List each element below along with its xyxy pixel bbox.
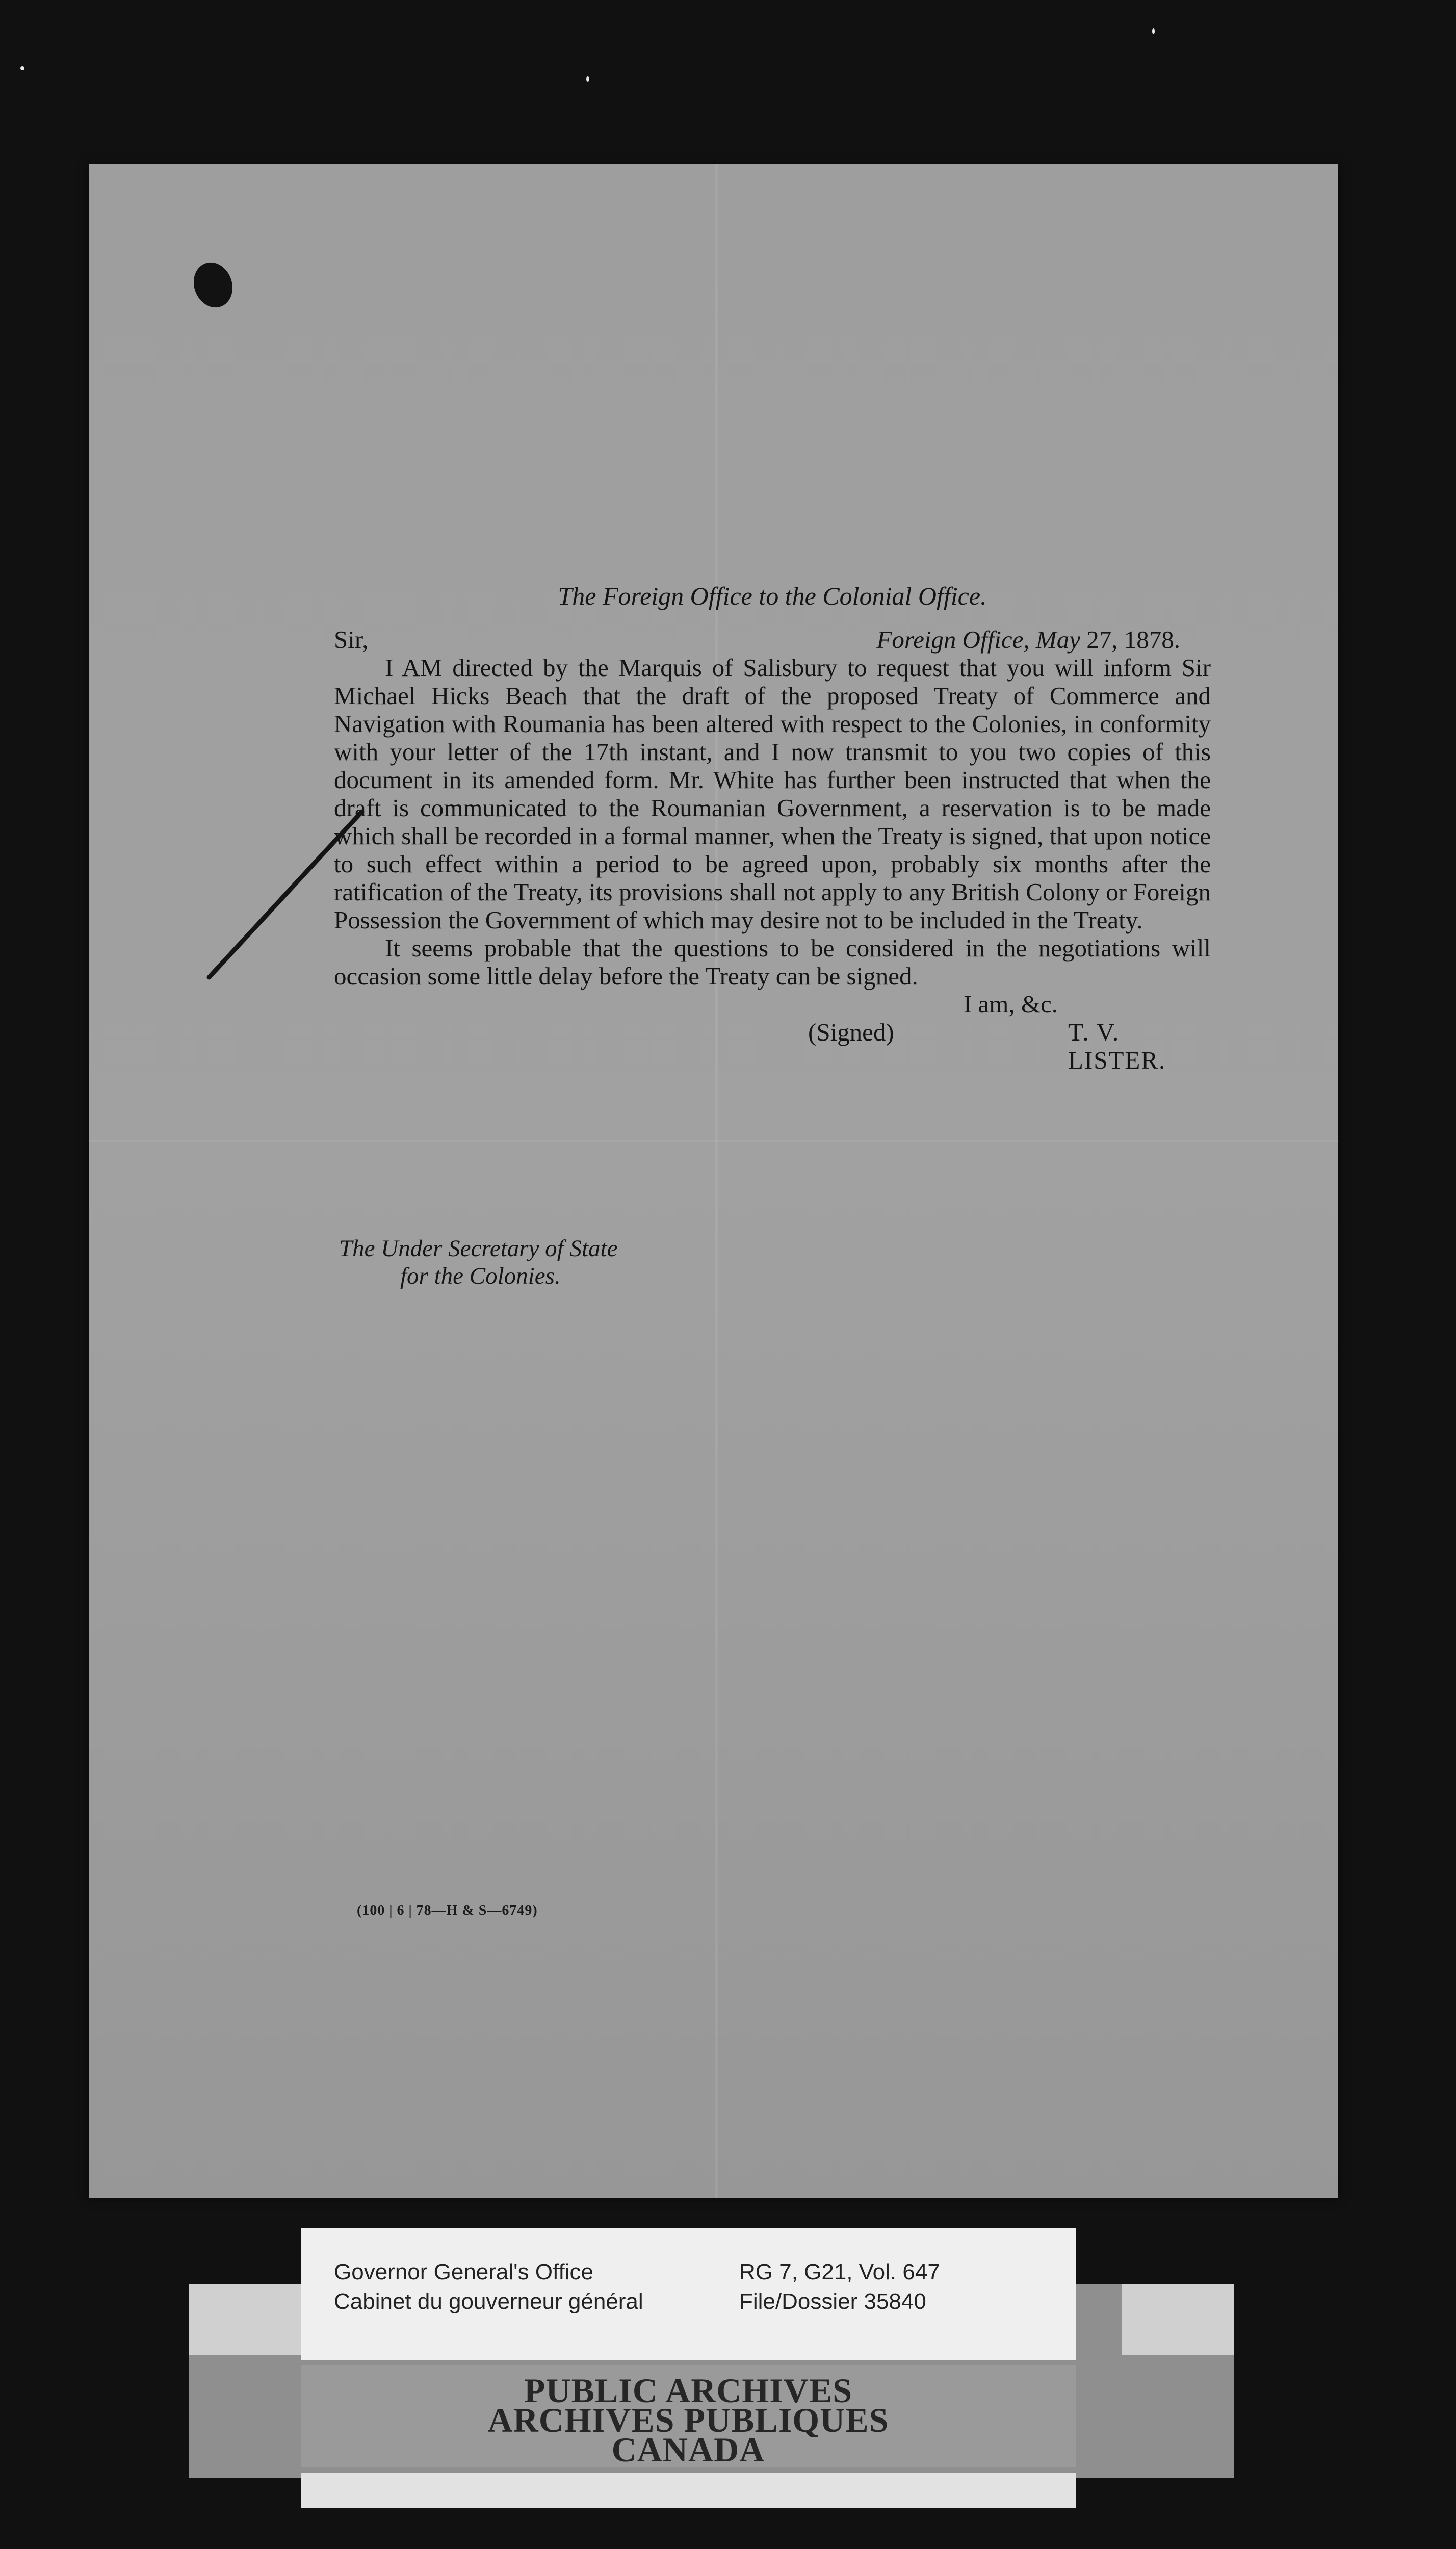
label-reference [739,2257,940,2317]
date-place: Foreign Office, [876,626,1030,654]
recipient-block [339,1235,617,1290]
background-speck [20,66,24,70]
archive-label-card [301,2228,1076,2360]
stand-tab-right [1122,2284,1234,2355]
record-group-reference: RG 7, G21, Vol. 647 [739,2259,940,2284]
vertical-fold-line [715,164,718,2198]
signature-row [334,1018,1211,1074]
horizontal-fold-line [89,1140,1338,1142]
recipient-line-2: for the Colonies. [400,1263,561,1289]
date-day-year: 27, 1878. [1086,626,1180,654]
paragraph-2: It seems probable that the questions to be considered in the negotiations will occasion some little delay before the Treaty can be signed. [334,934,1211,990]
office-english: Governor General's Office [334,2259,593,2284]
label-base-strip [301,2473,1076,2508]
signed-label: (Signed) [808,1018,894,1046]
background-speck [1152,28,1155,34]
salutation-row [334,626,1211,654]
letter-body [334,582,1211,1074]
salutation: Sir, [334,626,369,654]
file-number: File/Dossier 35840 [739,2289,926,2314]
office-french: Cabinet du gouverneur général [334,2289,643,2314]
document-sheet [89,164,1338,2198]
background-speck [586,76,589,82]
dateline [876,626,1180,654]
stamp-line-3: CANADA [611,2430,765,2469]
paragraph-1: I AM directed by the Marquis of Salisbury to request that you will inform Sir Michael Hicks Beach that the draft of the proposed Treaty of Commerce and Navigation with Roumania has been altered with respect to the Colonies, in conformity with your letter of the 17th instant, and I now transmit to you two copies of this document in its amended form. Mr. White has further been instructed that when the draft is communicated to the Roumanian Government, a reservation is to be made which shall be recorded in a formal manner, when the Treaty is signed, that upon notice to such effect within a period to be agreed upon, probably six months after the ratification of the Treaty, its provisions shall not apply to any British Colony or Foreign Possession the Government of which may desire not to be included in the Treaty. [334,654,1211,934]
stamp-line-2: ARCHIVES PUBLIQUES [487,2401,889,2439]
letter-heading: The Foreign Office to the Colonial Office. [558,582,987,610]
printer-code: (100 | 6 | 78—H & S—6749) [357,1903,538,1918]
public-archives-stamp [301,2365,1076,2467]
label-office [334,2257,643,2317]
signer-name: T. V. LISTER. [1068,1018,1166,1074]
recipient-line-1: The Under Secretary of State [339,1235,618,1262]
closing: I am, &c. [963,990,1058,1018]
punch-hole [188,257,239,313]
stand-tab-left [189,2284,301,2355]
stamp-line-1: PUBLIC ARCHIVES [524,2371,853,2410]
date-month: May [1035,626,1080,654]
